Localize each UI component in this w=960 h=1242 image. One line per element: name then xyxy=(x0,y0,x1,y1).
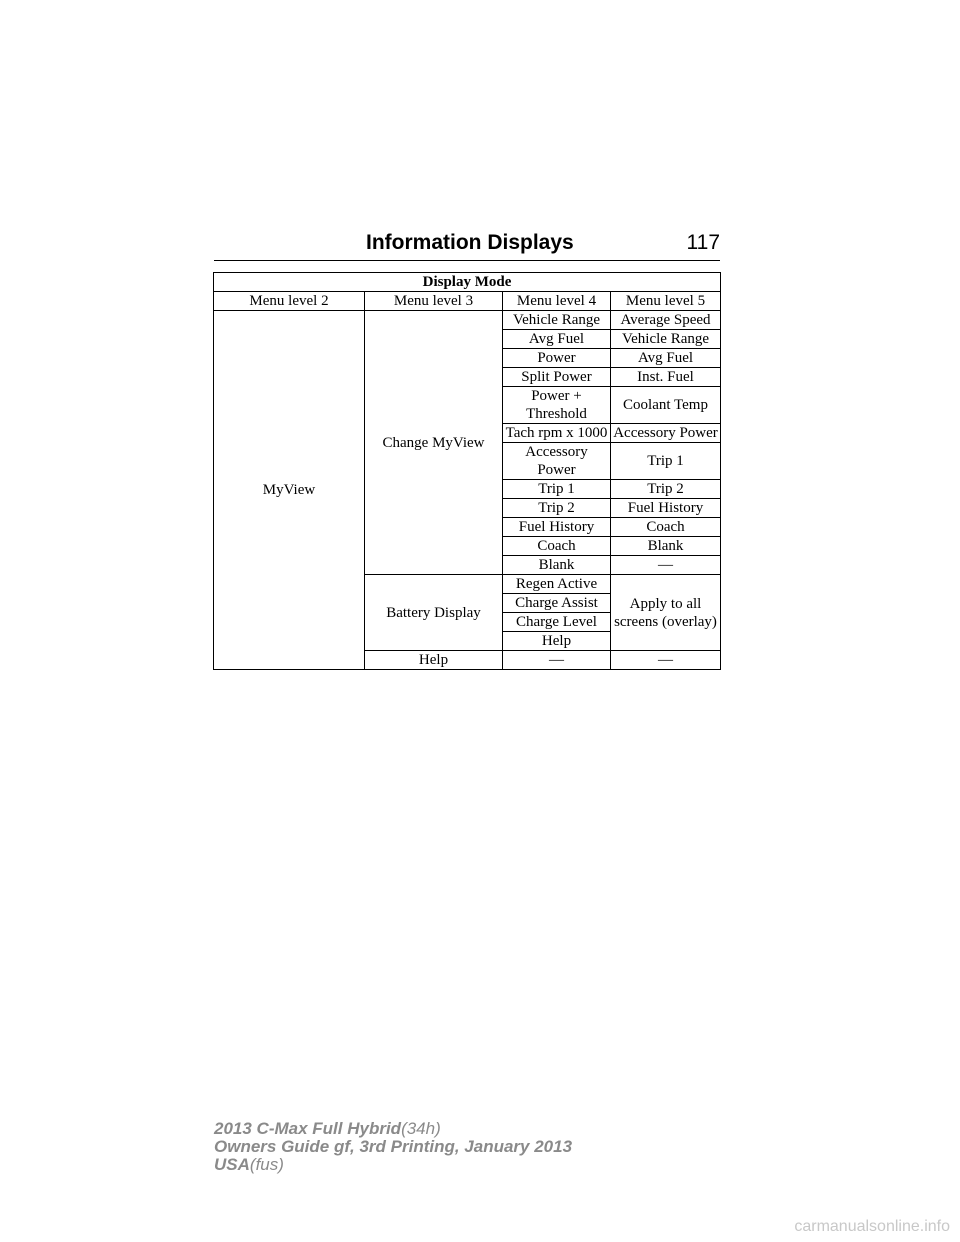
page-number: 117 xyxy=(686,231,720,254)
footer-line xyxy=(214,1120,572,1138)
column-header-row xyxy=(214,292,721,311)
table-cell: Split Power xyxy=(503,368,611,387)
table-title-row xyxy=(214,273,721,292)
table-cell: — xyxy=(611,556,721,575)
table-cell: — xyxy=(611,651,721,670)
section-title: Information Displays xyxy=(366,231,574,254)
apply-overlay-cell: Apply to all screens (overlay) xyxy=(611,575,721,651)
footer-market-code: (fus) xyxy=(249,1155,284,1174)
column-header: Menu level 2 xyxy=(214,292,365,311)
table-title: Display Mode xyxy=(214,273,721,292)
footer-market: USA xyxy=(214,1155,250,1174)
footer-model-code: (34h) xyxy=(401,1119,441,1138)
table-cell: Help xyxy=(365,651,503,670)
display-mode-table xyxy=(213,272,721,670)
page-header xyxy=(214,228,720,261)
table-cell: Coolant Temp xyxy=(611,387,721,424)
table-cell: Vehicle Range xyxy=(503,311,611,330)
table-cell: Charge Level xyxy=(503,613,611,632)
table-cell: Accessory Power xyxy=(611,424,721,443)
table-cell: Average Speed xyxy=(611,311,721,330)
column-header: Menu level 3 xyxy=(365,292,503,311)
table-cell: Coach xyxy=(503,537,611,556)
table-cell: Blank xyxy=(503,556,611,575)
menu-level2-cell: MyView xyxy=(214,311,365,670)
change-myview-cell: Change MyView xyxy=(365,311,503,575)
table-cell: Trip 1 xyxy=(611,443,721,480)
footer-line xyxy=(214,1156,572,1174)
table-cell: Tach rpm x 1000 xyxy=(503,424,611,443)
table-cell: Trip 2 xyxy=(503,499,611,518)
table-cell: Fuel History xyxy=(503,518,611,537)
table-cell: Trip 1 xyxy=(503,480,611,499)
table-cell: Vehicle Range xyxy=(611,330,721,349)
table-cell: Avg Fuel xyxy=(503,330,611,349)
table-cell: Coach xyxy=(611,518,721,537)
footer xyxy=(214,1120,572,1174)
table-cell: Fuel History xyxy=(611,499,721,518)
table-cell: Power xyxy=(503,349,611,368)
table-cell: Blank xyxy=(611,537,721,556)
table-cell: Power + Threshold xyxy=(503,387,611,424)
table-cell: Charge Assist xyxy=(503,594,611,613)
table-cell: Trip 2 xyxy=(611,480,721,499)
table-cell: Inst. Fuel xyxy=(611,368,721,387)
table-row xyxy=(214,311,721,330)
column-header: Menu level 5 xyxy=(611,292,721,311)
footer-line xyxy=(214,1138,572,1156)
footer-model: 2013 C-Max Full Hybrid xyxy=(214,1119,402,1138)
table-cell: — xyxy=(503,651,611,670)
watermark: carmanualsonline.info xyxy=(794,1218,950,1235)
battery-display-cell: Battery Display xyxy=(365,575,503,651)
table-cell: Accessory Power xyxy=(503,443,611,480)
table-cell: Avg Fuel xyxy=(611,349,721,368)
table-cell: Help xyxy=(503,632,611,651)
table-cell: Regen Active xyxy=(503,575,611,594)
footer-printing: Owners Guide gf, 3rd Printing, January 2013 xyxy=(214,1137,573,1156)
column-header: Menu level 4 xyxy=(503,292,611,311)
